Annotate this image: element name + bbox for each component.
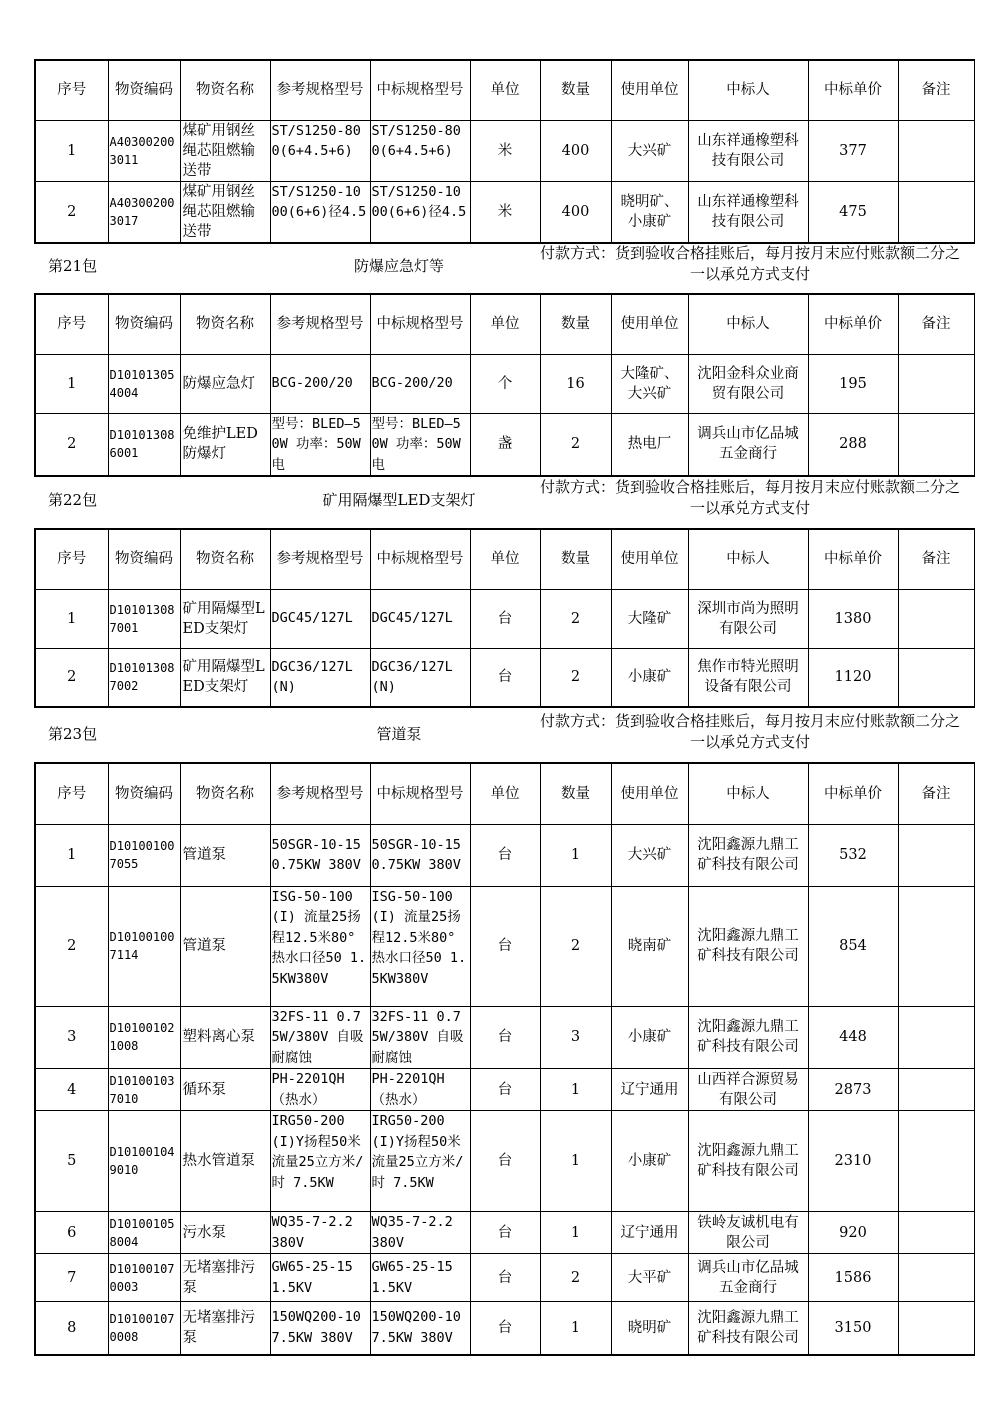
material-code: D101013086001 [108,413,180,476]
remarks [898,1254,974,1302]
bid-spec: 32FS-11 0.75W/380V 自吸耐腐蚀 [370,1006,470,1069]
row-no: 1 [35,824,108,886]
unit: 个 [470,354,540,413]
material-code: D101001007055 [108,824,180,886]
table-row [35,1212,974,1254]
unit: 台 [470,824,540,886]
header-cell: 使用单位 [611,60,688,120]
winning-bidder: 沈阳鑫源九鼎工矿科技有限公司 [688,886,808,1006]
reference-spec: 50SGR-10-15 0.75KW 380V [270,824,370,886]
row-no: 2 [35,886,108,1006]
header-cell: 备注 [898,529,974,589]
header-cell: 备注 [898,763,974,824]
row-no: 2 [35,648,108,707]
winning-bidder: 沈阳鑫源九鼎工矿科技有限公司 [688,1111,808,1212]
package-table-21 [34,293,975,477]
package-number: 第22包 [48,491,98,509]
reference-spec: ST/S1250-800(6+4.5+6) [270,120,370,181]
bid-spec: PH-2201QH （热水） [370,1069,470,1111]
quantity: 2 [540,648,611,707]
header-cell: 使用单位 [611,763,688,824]
header-cell: 备注 [898,60,974,120]
material-name: 热水管道泵 [180,1111,270,1212]
using-unit: 大兴矿 [611,120,688,181]
quantity: 1 [540,1111,611,1212]
quantity: 400 [540,120,611,181]
material-code: A403002003011 [108,120,180,181]
unit: 台 [470,886,540,1006]
header-cell: 物资编码 [108,763,180,824]
header-cell: 数量 [540,763,611,824]
unit: 台 [470,1069,540,1111]
unit: 台 [470,648,540,707]
material-name: 防爆应急灯 [180,354,270,413]
material-code: D101001058004 [108,1212,180,1254]
winning-bidder: 沈阳金科众业商贸有限公司 [688,354,808,413]
material-name: 塑料离心泵 [180,1006,270,1069]
material-name: 无堵塞排污泵 [180,1254,270,1302]
unit: 盏 [470,413,540,476]
unit-price: 2873 [808,1069,898,1111]
winning-bidder: 山东祥通橡塑科技有限公司 [688,181,808,243]
header-cell: 单位 [470,763,540,824]
using-unit: 大平矿 [611,1254,688,1302]
reference-spec: PH-2201QH （热水） [270,1069,370,1111]
payment-terms: 付款方式：货到验收合格挂账后，每月按月末应付账款额二分之一以承兑方式支付 [539,244,960,283]
row-no: 4 [35,1069,108,1111]
remarks [898,181,974,243]
bid-spec: ISG-50-100(I) 流量25扬程12.5米80° 热水口径50 1.5KW380V [370,886,470,1006]
header-cell: 中标人 [688,529,808,589]
header-cell: 中标规格型号 [370,60,470,120]
unit-price: 854 [808,886,898,1006]
header-cell: 物资编码 [108,60,180,120]
bid-spec: 50SGR-10-15 0.75KW 380V [370,824,470,886]
using-unit: 晓明矿、小康矿 [611,181,688,243]
using-unit: 辽宁通用 [611,1069,688,1111]
header-cell: 序号 [35,60,108,120]
table-row [35,354,974,413]
header-cell: 序号 [35,763,108,824]
row-no: 1 [35,354,108,413]
winning-bidder: 沈阳鑫源九鼎工矿科技有限公司 [688,1006,808,1069]
header-cell: 中标人 [688,294,808,354]
material-code: D101001037010 [108,1069,180,1111]
header-cell: 物资名称 [180,294,270,354]
header-cell: 中标单价 [808,60,898,120]
unit-price: 377 [808,120,898,181]
reference-spec: 150WQ200-10 7.5KW 380V [270,1302,370,1355]
unit: 台 [470,1254,540,1302]
header-cell: 中标规格型号 [370,763,470,824]
unit: 米 [470,181,540,243]
quantity: 1 [540,1069,611,1111]
table-header-row [35,763,974,824]
remarks [898,648,974,707]
table-row [35,824,974,886]
bid-spec: 型号：BLED—50W 功率：50W电 [370,413,470,476]
material-code: D101001049010 [108,1111,180,1212]
row-no: 3 [35,1006,108,1069]
header-cell: 序号 [35,529,108,589]
using-unit: 大隆矿、大兴矿 [611,354,688,413]
material-code: D101001070008 [108,1302,180,1355]
package-number: 第23包 [48,725,98,743]
using-unit: 大兴矿 [611,824,688,886]
material-name: 煤矿用钢丝绳芯阻燃输送带 [180,120,270,181]
unit-price: 532 [808,824,898,886]
package-table-continued [34,59,975,244]
table-header-row [35,529,974,589]
bid-spec: GW65-25-15 1.5KV [370,1254,470,1302]
material-name: 管道泵 [180,824,270,886]
row-no: 8 [35,1302,108,1355]
header-cell: 参考规格型号 [270,294,370,354]
row-no: 6 [35,1212,108,1254]
winning-bidder: 铁岭友诚机电有限公司 [688,1212,808,1254]
material-code: A403002003017 [108,181,180,243]
package-heading [34,477,973,521]
header-cell: 中标单价 [808,529,898,589]
reference-spec: GW65-25-15 1.5KV [270,1254,370,1302]
using-unit: 晓南矿 [611,886,688,1006]
using-unit: 热电厂 [611,413,688,476]
header-cell: 单位 [470,529,540,589]
quantity: 2 [540,589,611,648]
header-cell: 使用单位 [611,294,688,354]
header-cell: 物资名称 [180,529,270,589]
unit: 台 [470,589,540,648]
unit-price: 2310 [808,1111,898,1212]
remarks [898,1006,974,1069]
header-cell: 数量 [540,60,611,120]
winning-bidder: 山西祥合源贸易有限公司 [688,1069,808,1111]
package-number: 第21包 [48,257,98,275]
row-no: 2 [35,413,108,476]
reference-spec: IRG50-200(I)Y扬程50米 流量25立方米/时 7.5KW [270,1111,370,1212]
remarks [898,824,974,886]
unit: 台 [470,1302,540,1355]
header-cell: 中标人 [688,763,808,824]
table-row [35,413,974,476]
header-cell: 物资编码 [108,294,180,354]
table-header-row [35,60,974,120]
table-row [35,1302,974,1355]
remarks [898,354,974,413]
using-unit: 大隆矿 [611,589,688,648]
unit-price: 1586 [808,1254,898,1302]
header-cell: 中标规格型号 [370,529,470,589]
header-cell: 参考规格型号 [270,529,370,589]
bid-spec: DGC45/127L [370,589,470,648]
header-cell: 中标规格型号 [370,294,470,354]
table-row [35,886,974,1006]
header-cell: 序号 [35,294,108,354]
material-name: 矿用隔爆型LED支架灯 [180,589,270,648]
reference-spec: 32FS-11 0.75W/380V 自吸耐腐蚀 [270,1006,370,1069]
header-cell: 数量 [540,294,611,354]
bid-spec: DGC36/127L(N) [370,648,470,707]
unit-price: 195 [808,354,898,413]
remarks [898,886,974,1006]
header-cell: 物资名称 [180,60,270,120]
quantity: 1 [540,1302,611,1355]
material-name: 免维护LED防爆灯 [180,413,270,476]
reference-spec: DGC36/127L(N) [270,648,370,707]
using-unit: 小康矿 [611,648,688,707]
payment-terms: 付款方式：货到验收合格挂账后，每月按月末应付账款额二分之一以承兑方式支付 [539,478,960,517]
unit-price: 3150 [808,1302,898,1355]
header-cell: 中标人 [688,60,808,120]
package-name: 管道泵 [376,725,422,743]
table-row [35,1111,974,1212]
quantity: 400 [540,181,611,243]
using-unit: 晓明矿 [611,1302,688,1355]
reference-spec: DGC45/127L [270,589,370,648]
row-no: 2 [35,181,108,243]
quantity: 16 [540,354,611,413]
package-name: 矿用隔爆型LED支架灯 [322,491,476,509]
material-code: D101013087002 [108,648,180,707]
table-row [35,1069,974,1111]
row-no: 7 [35,1254,108,1302]
winning-bidder: 调兵山市亿品城五金商行 [688,413,808,476]
using-unit: 辽宁通用 [611,1212,688,1254]
header-cell: 参考规格型号 [270,763,370,824]
material-code: D101001070003 [108,1254,180,1302]
header-cell: 物资编码 [108,529,180,589]
reference-spec: 型号：BLED—50W 功率：50W电 [270,413,370,476]
reference-spec: ISG-50-100(I) 流量25扬程12.5米80° 热水口径50 1.5KW380V [270,886,370,1006]
unit: 台 [470,1006,540,1069]
table-row [35,589,974,648]
table-row [35,181,974,243]
reference-spec: BCG-200/20 [270,354,370,413]
winning-bidder: 深圳市尚为照明有限公司 [688,589,808,648]
unit-price: 448 [808,1006,898,1069]
reference-spec: WQ35-7-2.2 380V [270,1212,370,1254]
reference-spec: ST/S1250-1000(6+6)径4.5 [270,181,370,243]
remarks [898,1069,974,1111]
package-name: 防爆应急灯等 [353,257,444,275]
row-no: 5 [35,1111,108,1212]
header-cell: 单位 [470,60,540,120]
remarks [898,589,974,648]
table-row [35,120,974,181]
winning-bidder: 沈阳鑫源九鼎工矿科技有限公司 [688,824,808,886]
material-code: D101001007114 [108,886,180,1006]
header-cell: 备注 [898,294,974,354]
bid-spec: ST/S1250-1000(6+6)径4.5 [370,181,470,243]
unit-price: 1120 [808,648,898,707]
package-table-23 [34,762,975,1356]
material-name: 污水泵 [180,1212,270,1254]
material-name: 煤矿用钢丝绳芯阻燃输送带 [180,181,270,243]
bid-spec: WQ35-7-2.2 380V [370,1212,470,1254]
header-cell: 单位 [470,294,540,354]
material-name: 无堵塞排污泵 [180,1302,270,1355]
table-row [35,648,974,707]
using-unit: 小康矿 [611,1111,688,1212]
unit-price: 1380 [808,589,898,648]
quantity: 2 [540,1254,611,1302]
quantity: 3 [540,1006,611,1069]
table-row [35,1006,974,1069]
header-cell: 使用单位 [611,529,688,589]
row-no: 1 [35,589,108,648]
winning-bidder: 焦作市特光照明设备有限公司 [688,648,808,707]
material-code: D101013054004 [108,354,180,413]
winning-bidder: 调兵山市亿品城五金商行 [688,1254,808,1302]
unit: 台 [470,1212,540,1254]
material-name: 管道泵 [180,886,270,1006]
package-table-22 [34,528,975,708]
package-heading [34,243,973,287]
quantity: 1 [540,1212,611,1254]
package-heading [34,711,973,755]
unit-price: 475 [808,181,898,243]
header-cell: 中标单价 [808,294,898,354]
bid-spec: 150WQ200-10 7.5KW 380V [370,1302,470,1355]
winning-bidder: 沈阳鑫源九鼎工矿科技有限公司 [688,1302,808,1355]
header-cell: 数量 [540,529,611,589]
material-name: 循环泵 [180,1069,270,1111]
header-cell: 参考规格型号 [270,60,370,120]
winning-bidder: 山东祥通橡塑科技有限公司 [688,120,808,181]
quantity: 1 [540,824,611,886]
quantity: 2 [540,886,611,1006]
unit-price: 288 [808,413,898,476]
remarks [898,1302,974,1355]
bid-spec: IRG50-200(I)Y扬程50米 流量25立方米/时 7.5KW [370,1111,470,1212]
material-code: D101013087001 [108,589,180,648]
bid-spec: BCG-200/20 [370,354,470,413]
material-name: 矿用隔爆型LED支架灯 [180,648,270,707]
material-code: D101001021008 [108,1006,180,1069]
remarks [898,413,974,476]
row-no: 1 [35,120,108,181]
quantity: 2 [540,413,611,476]
remarks [898,1212,974,1254]
table-header-row [35,294,974,354]
table-row [35,1254,974,1302]
payment-terms: 付款方式：货到验收合格挂账后，每月按月末应付账款额二分之一以承兑方式支付 [539,712,960,751]
unit-price: 920 [808,1212,898,1254]
remarks [898,120,974,181]
using-unit: 小康矿 [611,1006,688,1069]
header-cell: 中标单价 [808,763,898,824]
remarks [898,1111,974,1212]
header-cell: 物资名称 [180,763,270,824]
unit: 米 [470,120,540,181]
unit: 台 [470,1111,540,1212]
bid-spec: ST/S1250-800(6+4.5+6) [370,120,470,181]
